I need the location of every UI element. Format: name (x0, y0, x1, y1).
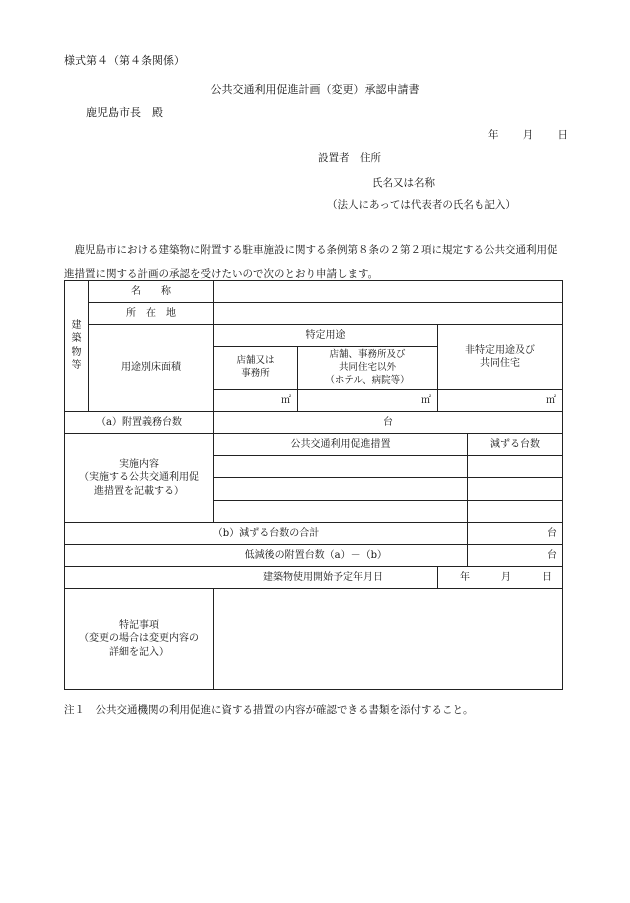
date-day: 日 (557, 129, 568, 141)
footnote: 注１ 公共交通機関の利用促進に資する措置の内容が確認できる書類を添付すること。 (64, 704, 474, 716)
remarks-label: 特記事項 （変更の場合は変更内容の 詳細を記入） (65, 589, 214, 690)
measure-field-2[interactable] (214, 478, 468, 500)
date-year: 年 (488, 129, 499, 141)
measure-field-1[interactable] (214, 456, 468, 478)
other-specified-area-field[interactable]: ㎡ (298, 389, 438, 411)
after-reduction-label: 低減後の附置台数（a）－（b） (65, 544, 468, 566)
required-spaces-field[interactable]: 台 (214, 411, 563, 433)
document-title: 公共交通利用促進計画（変更）承認申請書 (210, 83, 420, 96)
non-specified-use-header: 非特定用途及び 共同住宅 (438, 325, 563, 389)
shop-office-header: 店舗又は 事務所 (214, 347, 298, 389)
reduction-total-field[interactable]: 台 (468, 522, 563, 544)
reduction-field-2[interactable] (468, 478, 563, 500)
date-month: 月 (522, 129, 534, 141)
shop-office-area-field[interactable]: ㎡ (214, 389, 298, 411)
floor-area-label: 用途別床面積 (89, 325, 214, 412)
location-field[interactable] (214, 303, 563, 325)
specified-use-header: 特定用途 (214, 325, 438, 347)
other-specified-header: 店舗、事務所及び 共同住宅以外 （ホテル、病院等） (298, 347, 438, 389)
reduction-field-1[interactable] (468, 456, 563, 478)
form-number: 様式第４（第４条関係） (64, 54, 185, 67)
measures-header: 公共交通利用促進措置 (214, 434, 468, 456)
after-reduction-field[interactable]: 台 (468, 544, 563, 566)
required-spaces-label: （a）附置義務台数 (65, 411, 214, 433)
name-label: 名 称 (89, 281, 214, 303)
start-date-field[interactable] (438, 567, 563, 589)
body-text: 鹿児島市における建築物に附置する駐車施設に関する条例第８条の２第２項に規定する公共交通利用促進措置に関する計画の承認を受けたいので次のとおり申請します。 (64, 244, 558, 280)
start-date-day: 日 (542, 571, 552, 583)
applicant-address-label: 設置者 住所 (318, 152, 381, 164)
start-date-month: 月 (501, 571, 511, 583)
implementation-label: 実施内容 （実施する公共交通利用促 進措置を記載する） (65, 434, 214, 523)
name-field[interactable] (214, 281, 563, 303)
reduction-total-label: （b）減ずる台数の合計 (65, 522, 468, 544)
non-specified-area-field[interactable]: ㎡ (438, 389, 563, 411)
applicant-note: （法人にあっては代表者の氏名も記入） (327, 199, 516, 211)
location-label: 所 在 地 (89, 303, 214, 325)
addressee: 鹿児島市長 殿 (86, 106, 163, 119)
start-date-year: 年 (460, 571, 470, 583)
reduction-field-3[interactable] (468, 500, 563, 522)
start-date-label: 建築物使用開始予定年月日 (65, 567, 438, 589)
application-date (488, 127, 568, 142)
applicant-name-label: 氏名又は名称 (372, 177, 435, 189)
measure-field-3[interactable] (214, 500, 468, 522)
reduction-header: 減ずる台数 (468, 434, 563, 456)
application-form-table (64, 280, 563, 690)
building-label: 建 築 物 等 (65, 281, 89, 412)
remarks-field[interactable] (214, 589, 563, 690)
